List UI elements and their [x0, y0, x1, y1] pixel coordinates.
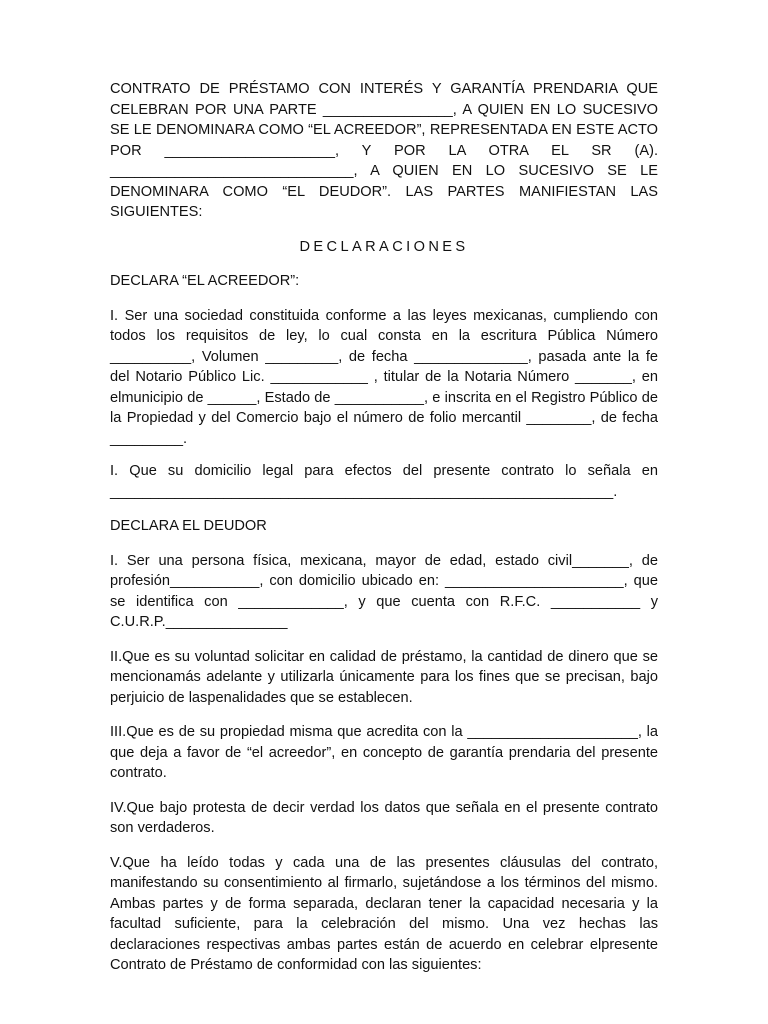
deudor-heading: DECLARA EL DEUDOR [110, 518, 267, 534]
deudor-declaration-3: III.Que es de su propiedad misma que acredita con la _____________________, la que deja a favor de “el acreedor”, en concepto de garantía prendaria del presente contrato. [110, 724, 658, 781]
acreedor-declaration-2: I. Que su domicilio legal para efectos del presente contrato lo señala en ______________________________________________________________. [110, 463, 658, 500]
deudor-declaration-1: I. Ser una persona física, mexicana, mayor de edad, estado civil_______, de profesión___________, con domicilio ubicado en: ______________________, que se identifica con _____________, y que cuenta con R.F.C. ___________ y C.U.R.P._______________ [110, 552, 658, 630]
declaraciones-title: DECLARACIONES [299, 238, 469, 255]
deudor-declaration-5: V.Que ha leído todas y cada una de las presentes cláusulas del contrato, manifestando su consentimiento al firmarlo, sujetándose a los términos del mismo. Ambas partes y de forma separada, declaran tener la capacidad necesaria y la facultad suficiente, para la celebración del mismo. Una vez hechas las declaraciones respectivas ambas partes están de acuerdo en celebrar elpresente Contrato de Préstamo de conformidad con las siguientes: [110, 854, 658, 973]
deudor-declaration-2: II.Que es su voluntad solicitar en calidad de préstamo, la cantidad de dinero que se mencionamás adelante y utilizarla únicamente para los fines que se precisan, bajo perjuicio de laspenalidades que se establecen. [110, 648, 658, 706]
acreedor-heading: DECLARA “EL ACREEDOR”: [110, 273, 300, 289]
deudor-declaration-4: IV.Que bajo protesta de decir verdad los datos que señala en el presente contrato son verdaderos. [110, 799, 658, 836]
contract-intro: CONTRATO DE PRÉSTAMO CON INTERÉS Y GARANTÍA PRENDARIA QUE CELEBRAN POR UNA PARTE ________________, A QUIEN EN LO SUCESIVO SE LE DENOMINARA COMO “EL ACREEDOR”, REPRESENTADA EN ESTE ACTO POR _____________________, Y POR LA OTRA EL SR (A). ______________________________, A QUIEN EN LO SUCESIVO SE LE DENOMINARA COMO “EL DEUDOR”. LAS PARTES MANIFIESTAN LAS SIGUIENTES: [110, 81, 658, 220]
acreedor-declaration-1: I. Ser una sociedad constituida conforme a las leyes mexicanas, cumpliendo con todos los requisitos de ley, lo cual consta en la escritura Pública Número __________, Volumen _________, de fecha ______________, pasada ante la fe del Notario Público Lic. ____________ , titular de la Notaria Número _______, en elmunicipio de ______, Estado de ___________, e inscrita en el Registro Público de la Propiedad y del Comercio bajo el número de folio mercantil ________, de fecha _________. [110, 307, 658, 447]
